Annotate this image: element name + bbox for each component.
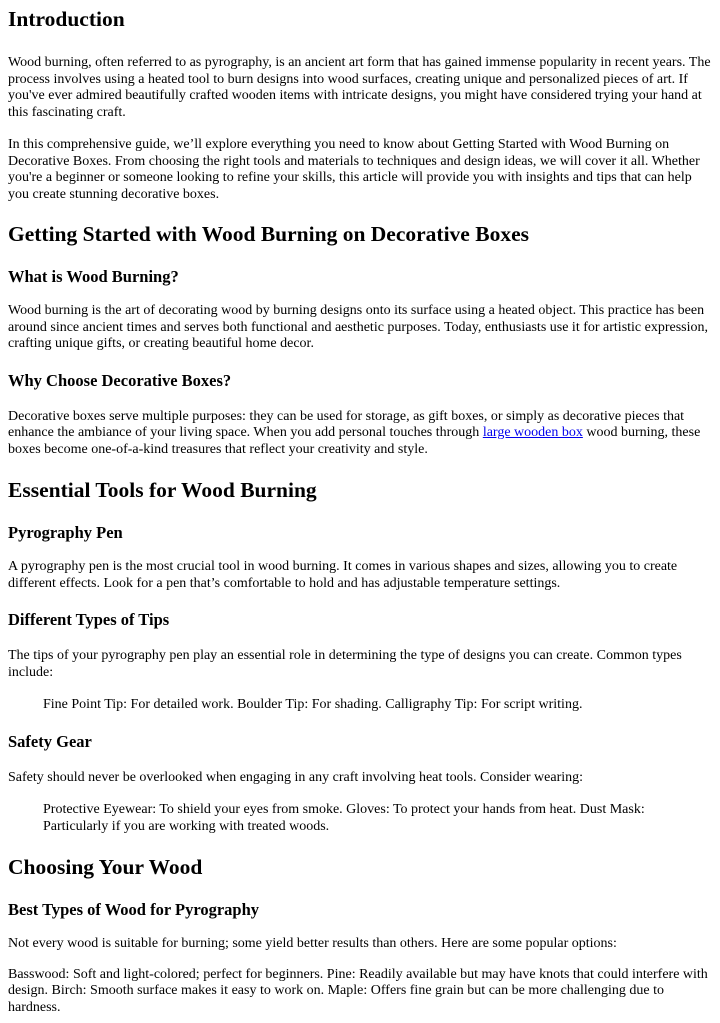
heading-best-wood-types: Best Types of Wood for Pyrography [8, 900, 260, 919]
article [0, 6, 712, 1016]
heading-choosing-wood: Choosing Your Wood [8, 855, 203, 879]
best-wood-paragraph: Not every wood is suitable for burning; some yield better results than others. Here are some popular options: [8, 936, 617, 951]
large-wooden-box-link[interactable]: large wooden box [482, 425, 583, 440]
intro-paragraph-2: In this comprehensive guide, we’ll explore everything you need to know about Getting Started with Wood Burning on Decorative Boxes. From choosing the right tools and materials to techniques and design ideas, we will cover it all. Whether you're a beginner or someone looking to refine your skills, this article will provide you with insights and tips that can help you create stunning decorative boxes. [8, 137, 700, 202]
pen-paragraph: A pyrography pen is the most crucial tool in wood burning. It comes in various shapes and sizes, allowing you to create different effects. Look for a pen that’s comfortable to hold and has adjustable temperature settings. [8, 559, 678, 591]
heading-safety-gear: Safety Gear [8, 731, 92, 751]
why-boxes-text-after: wood burning, these boxes become one-of-a-kind treasures that reflect your creativity and style. [8, 425, 701, 457]
what-is-paragraph: Wood burning is the art of decorating wood by burning designs onto its surface using a heated object. This practice has been around since ancient times and serves both functional and aesthetic purposes. Today, enthusiasts use it for artistic expression, crafting unique gifts, or creating beautiful home decor. [8, 303, 709, 351]
intro-paragraph-1: Wood burning, often referred to as pyrography, is an ancient art form that has gained immense popularity in recent years. The process involves using a heated tool to burn designs into wood surfaces, creating unique and personalized pieces of art. If you've ever admired beautifully crafted wooden items with intricate designs, you might have considered trying your hand at this fascinating craft. [8, 55, 711, 120]
safety-paragraph: Safety should never be overlooked when engaging in any craft involving heat tools. Consider wearing: [8, 769, 584, 785]
tips-list: Fine Point Tip: For detailed work. Boulder Tip: For shading. Calligraphy Tip: For script writing. [43, 697, 583, 712]
heading-why-decorative-boxes: Why Choose Decorative Boxes? [8, 370, 232, 390]
heading-pyrography-pen: Pyrography Pen [8, 523, 123, 542]
wood-list: Basswood: Soft and light-colored; perfect for beginners. Pine: Readily available but may have knots that could interfere with design. Birch: Smooth surface makes it easy to work on. Maple: Offers fine grain but can be more challenging due to hardness. [8, 966, 708, 1015]
safety-list: Protective Eyewear: To shield your eyes from smoke. Gloves: To protect your hands from heat. Dust Mask: Particularly if you are working with treated woods. [43, 802, 645, 834]
heading-introduction: Introduction [8, 7, 125, 31]
heading-getting-started: Getting Started with Wood Burning on Decorative Boxes [8, 222, 529, 246]
heading-essential-tools: Essential Tools for Wood Burning [8, 478, 317, 502]
heading-types-of-tips: Different Types of Tips [8, 610, 170, 629]
tips-paragraph: The tips of your pyrography pen play an essential role in determining the type of designs you can create. Common types include: [8, 648, 682, 680]
heading-what-is-wood-burning: What is Wood Burning? [8, 267, 179, 286]
why-boxes-paragraph [8, 409, 712, 459]
why-boxes-text-before: Decorative boxes serve multiple purposes: they can be used for storage, as gift boxes, or simply as decorative pieces that enhance the ambiance of your living space. When you add personal touches through [8, 408, 685, 440]
